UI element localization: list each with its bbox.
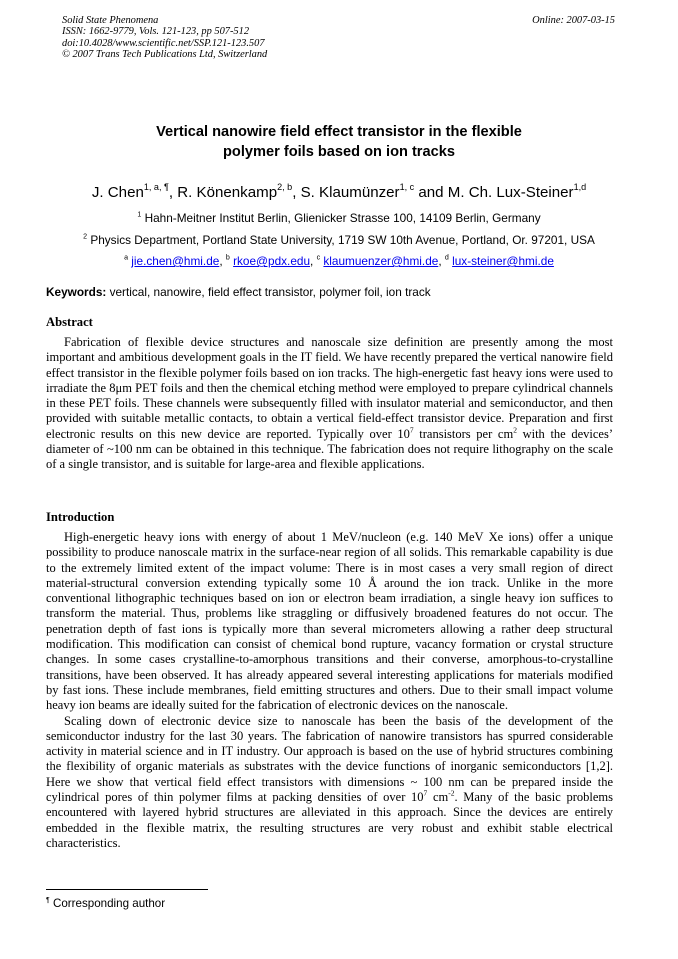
author-list: [0, 183, 678, 203]
abstract-text-part: transistors per cm: [413, 426, 514, 441]
superscript: 2: [513, 425, 517, 435]
superscript: -2: [448, 788, 455, 798]
superscript: 7: [409, 425, 414, 435]
intro-text-part: Scaling down of electronic device size to nanoscale has been the basis of the development of the semiconductor industry for the last 30 years. The fabrication of nanowire transistors has spurred considerable activity in material science and in IT industry. Our approach is based on the use of hybrid structures combining the flexibility of organic materials as substrates with the device functions of inorganic semiconductors [1,2]. Here we show that vertical field effect transistors with dimensions ~ 100 nm can be prepared inside the cylindrical pores of thin polymer films at packing densities of over 10: [46, 713, 613, 805]
author-separator: and: [414, 184, 448, 201]
affiliation-1: [0, 211, 678, 225]
author-separator: ,: [292, 184, 301, 201]
introduction-body: [46, 530, 613, 851]
email-mark: d: [444, 253, 449, 262]
superscript: 7: [423, 788, 428, 798]
keywords-line: [46, 285, 431, 299]
doi-line: doi:10.4028/www.scientific.net/SSP.121-123.507: [62, 37, 265, 49]
intro-text-part: . Many of the basic problems encountered with layered hybrid structures are alleviated in this approach. Since the devices are entirely embedded in the flexible matrix, the resulting structures are very robust and exhibit stable electrical characteristics.: [46, 790, 613, 850]
author-name: J. Chen: [91, 184, 144, 201]
intro-text-part: cm: [427, 790, 449, 805]
email-link-klaumunzer[interactable]: klaumuenzer@hmi.de: [323, 254, 439, 268]
journal-name: Solid State Phenomena: [62, 15, 159, 26]
paper-title: [0, 122, 678, 162]
online-date: Online: 2007-03-15: [532, 15, 615, 26]
footnote: [46, 897, 165, 911]
author-sup: 1,d: [573, 182, 587, 193]
author-name: R. Könenkamp: [177, 184, 278, 201]
abstract-body: [46, 335, 613, 473]
email-link-lux-steiner[interactable]: lux-steiner@hmi.de: [452, 254, 554, 268]
author-sup: 2, b: [277, 182, 293, 193]
affiliation-2: [0, 233, 678, 247]
abstract-text-part: with the devices’ diameter of ~100 nm can be obtained in this technique. The fabrication does not require lithography on the scale of a single transistor, and is suitable for large-area and flexible applications.: [46, 426, 614, 472]
email-separator: ,: [310, 254, 317, 268]
affiliation-text: Hahn-Meitner Institut Berlin, Glienicker Strasse 100, 14109 Berlin, Germany: [144, 211, 541, 225]
title-line-2: polymer foils based on ion tracks: [223, 144, 455, 160]
affiliation-text: Physics Department, Portland State University, 1719 SW 10th Avenue, Portland, Or. 97201, USA: [90, 233, 595, 247]
keywords-text: vertical, nanowire, field effect transistor, polymer foil, ion track: [106, 285, 431, 299]
introduction-heading: Introduction: [46, 510, 115, 524]
email-separator: ,: [219, 254, 226, 268]
affiliation-number: 2: [83, 232, 88, 241]
abstract-text-part: Fabrication of flexible device structures and nanoscale size definition are presently among the most important and ambitious development goals in the IT field. We have recently prepared the vertical nanowire field effect transistor in the flexible polymer foils based on ion tracks. The high-energetic fast heavy ions were used to irradiate the 8μm PET foils and then the chemical etching method were employed to prepare cylindrical channels in these PET foils. These channels were subsequently filled with insulator material and semiconductor, and then provided with suitable metallic contacts, to obtain a vertical field-effect transistor device. Preparation and first electronic results on this new device are reported. Typically over 10: [46, 335, 613, 441]
issn-line: ISSN: 1662-9779, Vols. 121-123, pp 507-512: [62, 26, 250, 38]
email-link-konenkamp[interactable]: rkoe@pdx.edu: [233, 254, 311, 268]
affiliation-number: 1: [137, 210, 142, 219]
email-link-chen[interactable]: jie.chen@hmi.de: [131, 254, 220, 268]
intro-paragraph-2: [46, 714, 613, 852]
email-separator: ,: [438, 254, 445, 268]
footnote-mark: ¶: [46, 896, 50, 904]
journal-header: [62, 15, 267, 60]
email-mark: b: [225, 253, 230, 262]
footnote-divider: [46, 889, 208, 890]
email-mark: c: [316, 253, 321, 262]
copyright-line: © 2007 Trans Tech Publications Ltd, Switzerland: [62, 48, 268, 60]
title-line-1: Vertical nanowire field effect transistor in the flexible: [156, 124, 522, 140]
author-name: M. Ch. Lux-Steiner: [447, 184, 574, 201]
email-mark: a: [124, 253, 128, 262]
author-separator: ,: [168, 184, 178, 201]
abstract-paragraph: [46, 335, 613, 473]
intro-paragraph-1: High-energetic heavy ions with energy of about 1 MeV/nucleon (e.g. 140 MeV Xe ions) offer a unique possibility to produce nanoscale matrix in the surface-near region of all solids. This remarkable capability is due to the extremely limited extent of the impact volume: There is in most cases a very small region of direct material-structural conversion extending typically some 10 Å around the ion track. Unlike in the more conventional lithographic techniques based on ion or electron beam irradiation, a single heavy ion suffices to transform the material. Thus, problems like straggling or diffusively broadened features do not occur. The penetration depth of fast ions is typically more than several micrometers allowing a rather deep structural modification. This modification can consist of chemical bond rupture, vacancy formation or crystal structure changes. In some cases crystalline-to-amorphous transitions and their converse, amorphous-to-crystalline transitions, have been observed. It has already appeared several interesting applications for materials modified by fast ions. These include membranes, field emitting structures and others. Due to their small impact volume heavy ion beams are ideally suited for the fabrication of electronic devices on the nanoscale.: [46, 530, 613, 713]
author-name: S. Klaumünzer: [300, 184, 400, 201]
abstract-heading: Abstract: [46, 315, 93, 329]
keywords-label: Keywords:: [46, 285, 107, 299]
author-sup: 1, a, ¶: [143, 182, 169, 193]
footnote-text: Corresponding author: [49, 897, 166, 910]
email-list: [0, 254, 678, 268]
author-sup: 1, c: [399, 182, 415, 193]
